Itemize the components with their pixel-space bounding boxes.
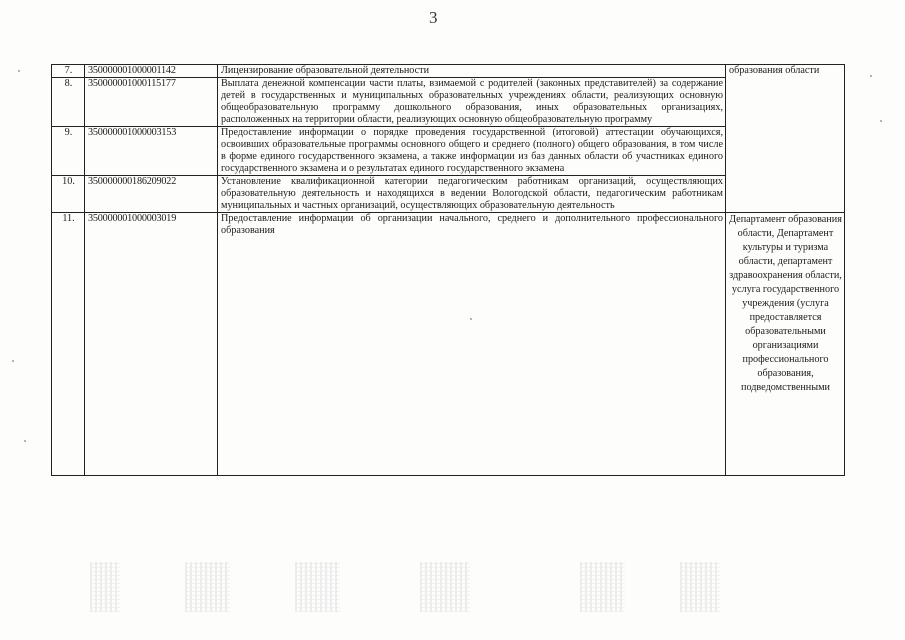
service-name-cell [218,213,726,476]
service-code-cell [85,213,218,476]
scan-noise [420,562,470,612]
scan-speck [12,360,14,362]
service-name-cell [218,127,726,176]
scan-speck [470,318,472,320]
row-number-cell [52,213,85,476]
responsible-org: образования области [729,65,820,76]
service-code: 350000001000003019 [88,213,177,224]
scan-speck [18,70,20,72]
page-number: 3 [429,8,438,27]
service-name: Установление квалификационной категории педагогическим работникам организаций, осуществляющих образовательную деятельность и находящихся в ведении Вологодской области, педагогическим работникам муниципальных и частных организаций, осуществляющих образовательную деятельность [221,176,723,211]
row-number: 8. [64,78,73,89]
service-name-cell [218,78,726,127]
services-table [51,64,845,476]
scan-noise [580,562,625,612]
row-number: 10. [62,176,75,187]
scan-noise [680,562,720,612]
service-code-cell [85,176,218,213]
responsible-org-cell [726,65,845,213]
scan-noise [185,562,230,612]
scan-speck [870,75,872,77]
row-number-cell [52,127,85,176]
responsible-org-cell [726,213,845,476]
row-number-cell [52,65,85,78]
scan-noise [295,562,340,612]
scan-noise [90,562,120,612]
service-code: 350000000186209022 [88,176,177,187]
service-name-cell [218,65,726,78]
service-name: Предоставление информации об организации начального, среднего и дополнительного профессионального образования [221,213,723,236]
service-code: 350000001000003153 [88,127,177,138]
scan-bleedthrough [90,562,740,612]
table-row [52,213,845,476]
scan-speck [24,440,26,442]
service-code-cell [85,127,218,176]
service-code: 350000001000001142 [88,65,176,76]
responsible-org: Департамент образования области, Департамент культуры и туризма области, департамент здравоохранения области, услуга государственного учреждения (услуга предоставляется образовательными организациями профессионального образования, подведомственными [729,214,842,393]
scan-speck [880,120,882,122]
service-name-cell [218,176,726,213]
row-number-cell [52,78,85,127]
row-number: 9. [64,127,73,138]
service-code-cell [85,65,218,78]
service-name: Выплата денежной компенсации части платы, взимаемой с родителей (законных представителей) за содержание детей в государственных и муниципальных образовательных учреждениях области, реализующих основную общеобразовательную программу дошкольного образования, иных образовательных организациях, расположенных на территории области, реализующих основную общеобразовательную программу [221,78,723,125]
row-number: 7. [64,65,73,76]
service-name: Лицензирование образовательной деятельности [221,65,430,76]
service-code-cell [85,78,218,127]
table-row [52,65,845,78]
service-name: Предоставление информации о порядке проведения государственной (итоговой) аттестации обучающихся, освоивших образовательные программы основного общего и среднего (полного) общего образования, в том числе в форме единого государственного экзамена, а также информации из баз данных области об участниках единого государственного экзамена и о результатах единого государственного экзамена [221,127,723,174]
row-number: 11. [62,213,75,224]
service-code: 350000001000115177 [88,78,176,89]
row-number-cell [52,176,85,213]
